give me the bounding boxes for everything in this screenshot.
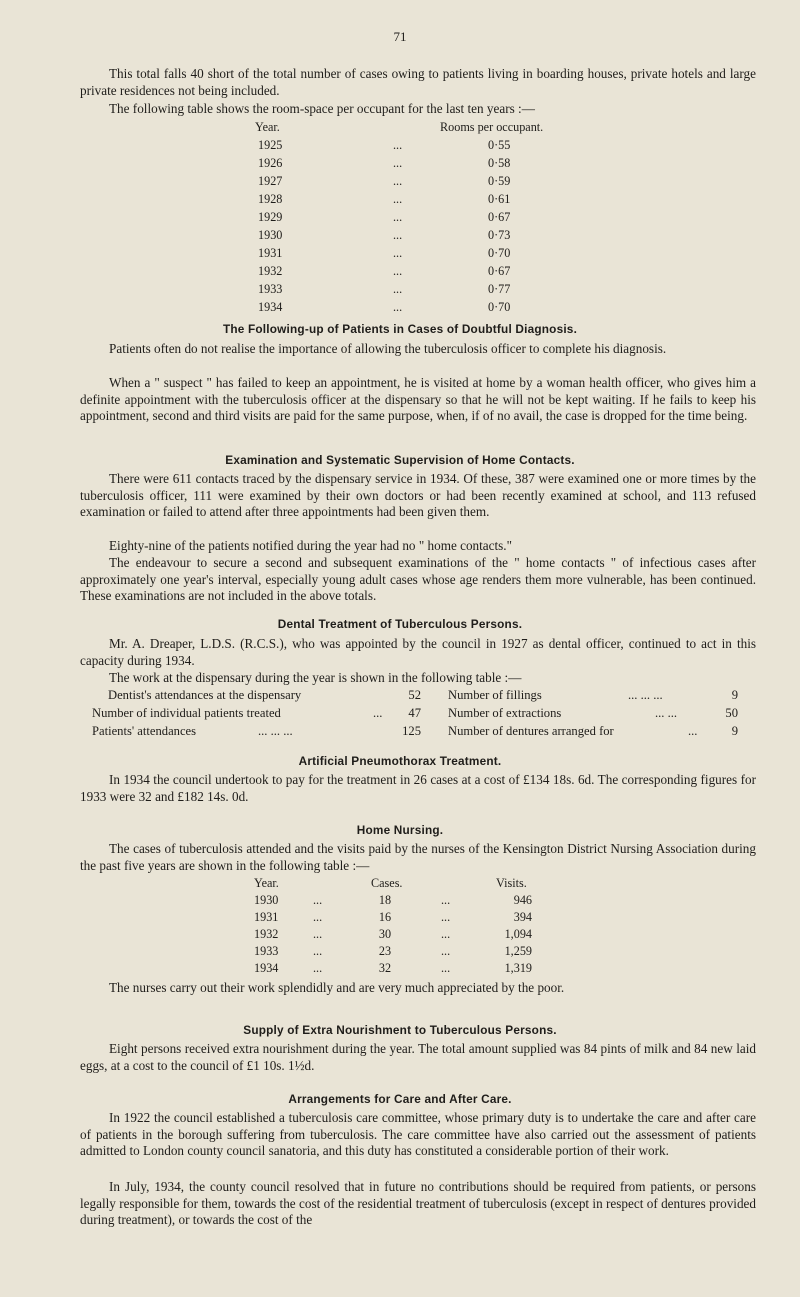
visits-cell: 1,259 xyxy=(504,944,532,958)
year-cell: 1926 xyxy=(258,156,283,170)
leader-dots: ... xyxy=(393,228,403,242)
visits-cell: 1,094 xyxy=(504,927,532,941)
visits-cell: 946 xyxy=(513,893,532,907)
section-heading: Dental Treatment of Tuberculous Persons. xyxy=(277,617,523,631)
leader-dots: ... xyxy=(313,927,323,941)
year-cell: 1925 xyxy=(258,138,283,152)
leader-dots: ... xyxy=(688,724,698,738)
leader-dots: ... xyxy=(441,961,451,975)
rooms-cell: 0·67 xyxy=(488,264,511,278)
cases-cell: 18 xyxy=(378,893,392,907)
right-label: Number of extractions xyxy=(448,706,562,720)
leader-dots: ... xyxy=(313,893,323,907)
section-heading: The Following-up of Patients in Cases of Doubtful Diagnosis. xyxy=(222,322,578,336)
rooms-cell: 0·59 xyxy=(488,174,511,188)
year-cell: 1929 xyxy=(258,210,283,224)
paragraph: The nurses carry out their work splendidly and are very much appreciated by the poor. xyxy=(109,980,565,995)
year-cell: 1932 xyxy=(254,927,279,941)
right-value: 50 xyxy=(725,706,738,720)
leader-dots: ... xyxy=(441,944,451,958)
year-cell: 1931 xyxy=(254,910,279,924)
year-cell: 1933 xyxy=(254,944,279,958)
leader-dots: ... ... ... xyxy=(628,688,663,702)
leader-dots: ... ... ... xyxy=(258,724,293,738)
paragraph: When a " suspect " has failed to keep an appointment, he is visited at home by a woman health officer, who gives him a definite appointment with the tuberculosis officer at the dispensary so that he will not be kept waiting. If he fails to keep his appointment, second and third visits are paid for the same purpose, when, if of no avail, the case is dropped for the time being. xyxy=(80,375,756,424)
rooms-cell: 0·77 xyxy=(488,282,511,296)
paragraph: In 1934 the council undertook to pay for the treatment in 26 cases at a cost of £134 18s. 6d. The corresponding figures for 1933 were 32 and £182 14s. 0d. xyxy=(80,772,756,804)
rooms-cell: 0·58 xyxy=(488,156,511,170)
section-heading: Artificial Pneumothorax Treatment. xyxy=(298,754,502,768)
leader-dots: ... xyxy=(393,246,403,260)
section-heading: Arrangements for Care and After Care. xyxy=(288,1092,512,1106)
page-number: 71 xyxy=(393,29,407,44)
cases-cell: 32 xyxy=(378,961,392,975)
left-value: 125 xyxy=(402,724,421,738)
paragraph: The cases of tuberculosis attended and the visits paid by the nurses of the Kensington District Nursing Association during the past five years are shown in the following table :— xyxy=(80,841,756,873)
col-header-year: Year. xyxy=(254,876,279,890)
paragraph: Eight persons received extra nourishment during the year. The total amount supplied was 84 pints of milk and 84 new laid eggs, at a cost to the council of £1 10s. 1½d. xyxy=(80,1041,756,1073)
col-header-visits: Visits. xyxy=(496,876,527,890)
leader-dots: ... xyxy=(393,282,403,296)
year-cell: 1933 xyxy=(258,282,283,296)
leader-dots: ... xyxy=(393,138,403,152)
paragraph: There were 611 contacts traced by the dispensary service in 1934. Of these, 387 were examined one or more times by the tuberculosis officer, 111 were examined by their own doctors or had been recently examined at school, and 113 refused examination or failed to attend after three appointments had been given them. xyxy=(80,471,756,520)
rooms-cell: 0·70 xyxy=(488,300,511,314)
paragraph: Mr. A. Dreaper, L.D.S. (R.C.S.), who was appointed by the council in 1927 as dental officer, continued to act in this capacity during 1934. xyxy=(80,636,756,668)
year-cell: 1931 xyxy=(258,246,283,260)
paragraph: The endeavour to secure a second and subsequent examinations of the " home contacts " of infectious cases after approximately one year's interval, especially young adult cases whose age renders them more vulnerable, has been continued. These examinations are not included in the above totals. xyxy=(80,555,756,604)
paragraph: Eighty-nine of the patients notified during the year had no " home contacts." xyxy=(109,538,512,553)
leader-dots: ... ... xyxy=(655,706,678,720)
paragraph: In July, 1934, the county council resolved that in future no contributions should be required from patients, or persons legally responsible for them, towards the cost of the residential treatment of tuberculosis (except in respect of dentures provided during treatment), or towards the cost of the xyxy=(80,1179,756,1228)
section-heading: Home Nursing. xyxy=(356,823,444,837)
leader-dots: ... xyxy=(393,210,403,224)
right-value: 9 xyxy=(731,688,738,702)
leader-dots: ... xyxy=(441,927,451,941)
year-cell: 1934 xyxy=(254,961,279,975)
left-value: 52 xyxy=(408,688,421,702)
year-cell: 1934 xyxy=(258,300,283,314)
paragraph: The work at the dispensary during the year is shown in the following table :— xyxy=(109,670,522,685)
paragraph: In 1922 the council established a tuberculosis care committee, whose primary duty is to undertake the care and after care of patients in the borough suffering from tuberculosis. The care committee have also carried out the assessment of patients admitted to London county council sanatoria, and this duty has constituted a considerable portion of their work. xyxy=(80,1110,756,1159)
cases-cell: 30 xyxy=(378,927,392,941)
leader-dots: ... xyxy=(393,156,403,170)
section-heading: Examination and Systematic Supervision of Home Contacts. xyxy=(225,453,575,467)
rooms-cell: 0·67 xyxy=(488,210,511,224)
rooms-cell: 0·73 xyxy=(488,228,511,242)
leader-dots: ... xyxy=(393,174,403,188)
right-value: 9 xyxy=(731,724,738,738)
visits-cell: 394 xyxy=(513,910,532,924)
year-cell: 1928 xyxy=(258,192,283,206)
cases-cell: 16 xyxy=(378,910,392,924)
year-cell: 1927 xyxy=(258,174,283,188)
rooms-cell: 0·70 xyxy=(488,246,511,260)
rooms-cell: 0·55 xyxy=(488,138,511,152)
leader-dots: ... xyxy=(393,192,403,206)
year-cell: 1930 xyxy=(254,893,279,907)
col-header-cases: Cases. xyxy=(371,876,403,890)
section-heading: Supply of Extra Nourishment to Tuberculous Persons. xyxy=(243,1023,557,1037)
left-label: Number of individual patients treated xyxy=(92,706,281,720)
right-label: Number of fillings xyxy=(448,688,542,702)
year-cell: 1930 xyxy=(258,228,283,242)
rooms-cell: 0·61 xyxy=(488,192,511,206)
right-label: Number of dentures arranged for xyxy=(448,724,614,738)
leader-dots: ... xyxy=(313,910,323,924)
cases-cell: 23 xyxy=(378,944,392,958)
year-cell: 1932 xyxy=(258,264,283,278)
paragraph: Patients often do not realise the importance of allowing the tuberculosis officer to complete his diagnosis. xyxy=(109,341,667,356)
leader-dots: ... xyxy=(393,264,403,278)
leader-dots: ... xyxy=(441,893,451,907)
left-value: 47 xyxy=(408,706,421,720)
left-label: Dentist's attendances at the dispensary xyxy=(108,688,302,702)
left-label: Patients' attendances xyxy=(92,724,197,738)
room-space-intro: The following table shows the room-space per occupant for the last ten years :— xyxy=(109,101,535,116)
col-header-rooms: Rooms per occupant. xyxy=(440,120,544,134)
visits-cell: 1,319 xyxy=(504,961,532,975)
leader-dots: ... xyxy=(441,910,451,924)
leader-dots: ... xyxy=(373,706,383,720)
col-header-year: Year. xyxy=(255,120,280,134)
leader-dots: ... xyxy=(313,944,323,958)
leader-dots: ... xyxy=(313,961,323,975)
leader-dots: ... xyxy=(393,300,403,314)
intro-paragraph: This total falls 40 short of the total number of cases owing to patients living in boarding houses, private hotels and large private residences not being included. xyxy=(80,66,756,98)
